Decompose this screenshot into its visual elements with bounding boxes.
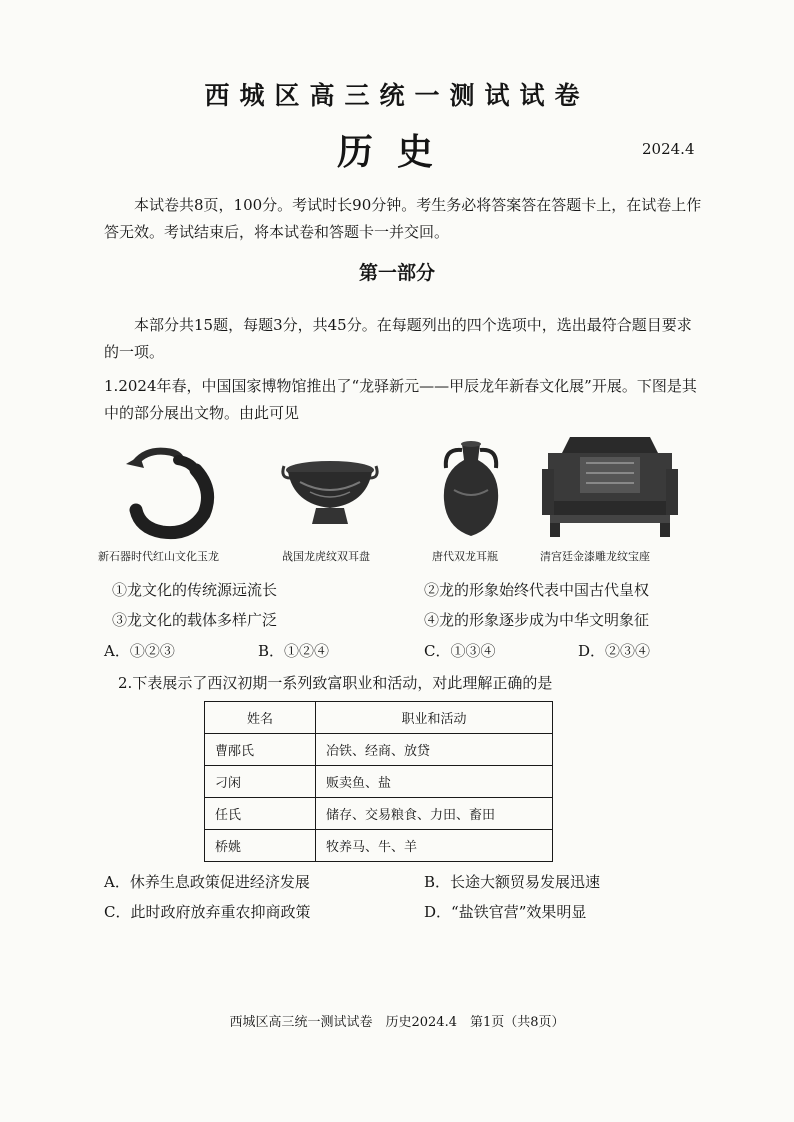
statement-1: ①龙文化的传统源远流长 <box>112 581 278 599</box>
section-title: 第一部分 <box>358 262 435 284</box>
table-row <box>205 798 553 830</box>
statement-3: ③龙文化的载体多样广泛 <box>112 611 278 629</box>
q2-option-d: D．“盐铁官营”效果明显 <box>424 903 587 921</box>
table-header-row <box>205 702 553 734</box>
question-2-number: 2. <box>118 674 133 692</box>
q1-option-c: C．①③④ <box>424 642 496 660</box>
table-cell-activity: 贩卖鱼、盐 <box>316 766 553 798</box>
question-1-text: 2024年春，中国国家博物馆推出了“龙驿新元——甲辰龙年新春文化展”开展。下图是其中的部分展出文物。由此可见 <box>104 377 697 422</box>
table-cell-name: 曹邴氏 <box>205 734 316 766</box>
table-cell-activity: 牧养马、牛、羊 <box>316 830 553 862</box>
exam-date: 2024.4 <box>642 140 695 158</box>
q2-option-b: B．长途大额贸易发展迅速 <box>424 873 601 891</box>
q2-option-c: C．此时政府放弃重农抑商政策 <box>104 903 311 921</box>
exam-instructions: 本试卷共8页，100分。考试时长90分钟。考生务必将答案答在答题卡上，在试卷上作答无效。考试结束后，将本试卷和答题卡一并交回。 <box>104 196 702 241</box>
exam-title: 西城区高三统一测试试卷 <box>204 81 590 110</box>
table-cell-activity: 冶铁、经商、放贷 <box>316 734 553 766</box>
table-header-name: 姓名 <box>205 702 316 734</box>
bronze-plate-icon <box>280 452 380 532</box>
question-2-text: 下表展示了西汉初期一系列致富职业和活动，对此理解正确的是 <box>132 674 553 692</box>
image-2-caption: 战国龙虎纹双耳盘 <box>282 550 370 563</box>
q1-option-a: A．①②③ <box>104 642 175 660</box>
page-footer: 西城区高三统一测试试卷 历史2024.4 第1页（共8页） <box>229 1015 565 1030</box>
table-cell-name: 任氏 <box>205 798 316 830</box>
occupation-table <box>204 701 553 862</box>
table-cell-name: 刁闲 <box>205 766 316 798</box>
table-row <box>205 830 553 862</box>
q1-option-d: D．②③④ <box>578 642 651 660</box>
statement-4: ④龙的形象逐步成为中华文明象征 <box>424 611 650 629</box>
question-1-stem <box>104 373 704 427</box>
table-header-activity: 职业和活动 <box>316 702 553 734</box>
table-row <box>205 766 553 798</box>
table-cell-name: 桥姚 <box>205 830 316 862</box>
subject-title: 历史 <box>336 131 457 173</box>
image-1-caption: 新石器时代红山文化玉龙 <box>98 550 219 563</box>
double-dragon-vase-icon <box>436 440 506 540</box>
statement-2: ②龙的形象始终代表中国古代皇权 <box>424 581 650 599</box>
q2-option-a: A．休养生息政策促进经济发展 <box>104 873 310 891</box>
image-3-caption: 唐代双龙耳瓶 <box>432 550 498 563</box>
question-2-stem <box>118 670 718 697</box>
table-cell-activity: 储存、交易粮食、力田、畜田 <box>316 798 553 830</box>
question-1-number: 1. <box>104 377 119 395</box>
section-intro: 本部分共15题，每题3分，共45分。在每题列出的四个选项中，选出最符合题目要求的一项。 <box>104 316 692 361</box>
dragon-throne-icon <box>540 433 680 541</box>
table-row <box>205 734 553 766</box>
q1-option-b: B．①②④ <box>258 642 330 660</box>
jade-dragon-icon <box>118 440 228 540</box>
image-4-caption: 清宫廷金漆雕龙纹宝座 <box>540 550 650 563</box>
